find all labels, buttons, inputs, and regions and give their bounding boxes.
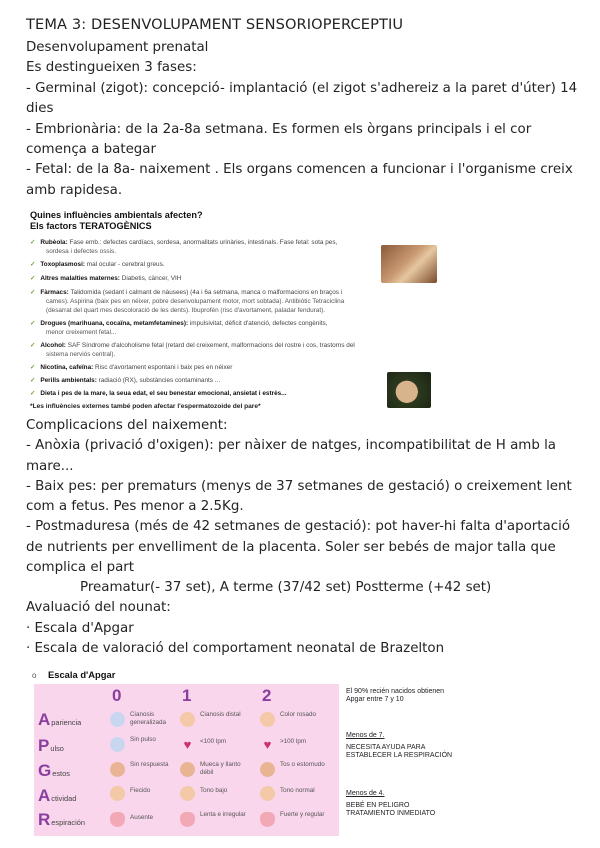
baby-icon [180,712,195,727]
apgar-cell: Lenta e irregular [200,811,246,818]
apgar-score-2: 2 [262,686,272,705]
check-icon: ✓ [30,261,36,268]
apgar-cell: Color rosado [280,711,317,718]
teratogens-heading: Quines influències ambientals afecten? [30,210,203,220]
apgar-title: Escala d'Apgar [48,669,116,680]
evaluation-heading: Avaluació del nounat: [26,600,171,615]
phase-fetal-line-2: amb rapidesa. [26,183,123,198]
teratogen-item: ✓ Dieta i pes de la mare, la seua edat, el seu benestar emocional, ansietat i estrès... [30,390,287,397]
bullet-icon: o [32,671,37,680]
complication-baixpes-line-2: com a fetus. Pes menor a 2.5Kg. [26,499,244,514]
check-icon: ✓ [30,364,36,371]
apgar-cell: >100 lpm [280,738,307,745]
apgar-cell: Ausente [130,814,154,821]
complication-baixpes-line-1: - Baix pes: per prematurs (menys de 37 setmanes de gestació) o creixement lent [26,479,572,494]
complication-anoxia-line-2: mare... [26,459,74,474]
teratogen-item: ✓ Nicotina, cafeïna: Risc d'avortament espontani i baix pes en néixer [30,364,233,371]
lungs-icon [110,812,125,827]
teratogen-item: ✓ Drogues (marihuana, cocaïna, metamfetamines): impulsivitat, dèficit d'atenció, defectes congènits, [30,320,328,327]
apgar-row-label: Respiración [38,810,85,829]
apgar-cell: Cianosis generalizada [130,711,167,726]
teratogen-item: ✓ Alcohol: SAF Síndrome d'alcoholisme fetal (retard del creixement, malformacions del rostre i cos, trastorns del [30,342,355,349]
apgar-side-intro: El 90% recién nacidos obtienen Apgar entre 7 y 10 [346,688,445,704]
apgar-side-4-text: BEBÉ EN PELIGRO TRATAMIENTO INMEDIATO [346,802,436,818]
teratogen-subline: menor creixement fetal... [46,329,117,336]
heart-icon: ♥ [263,737,272,752]
phase-embrionaria-line-1: - Embrionària: de la 2a-8a setmana. Es formen els òrgans principals i el cor [26,122,532,137]
teratogens-figure [26,207,444,415]
complications-heading: Complicacions del naixement: [26,418,228,433]
teratogen-item: ✓ Altres malalties maternes: Diabetis, càncer, VIH [30,275,182,282]
phase-fetal-line-1: - Fetal: de la 8a- naixement . Els organs comencen a funcionar i l'organisme creix [26,162,573,177]
apgar-row-label: Actividad [38,786,77,805]
complication-post-line-3: complica el part [26,560,135,575]
lungs-icon [180,812,195,827]
baby-face-icon [110,762,125,777]
pregnant-belly-photo [387,372,431,408]
phase-embrionaria-line-2: comença a bategar [26,142,157,157]
baby-face-icon [260,762,275,777]
teratogens-footnote: *Les influències externes també poden afectar l'espermatozoide del pare* [30,403,261,410]
heart-icon [110,737,125,752]
check-icon: ✓ [30,377,36,384]
baby-icon [260,712,275,727]
check-icon: ✓ [30,320,36,327]
apgar-cell: <100 lpm [200,738,227,745]
apgar-score-1: 1 [182,686,192,705]
apgar-row-label: Apariencia [38,710,82,729]
evaluation-item-apgar: · Escala d'Apgar [26,621,134,636]
apgar-cell: Tos o estornudo [280,761,325,768]
evaluation-item-brazelton: · Escala de valoració del comportament neonatal de Brazelton [26,641,445,656]
apgar-side-7-text: NECESITA AYUDA PARA ESTABLECER LA RESPIRACIÓN [346,744,453,760]
teratogen-subline: sistema nerviós central). [46,351,116,358]
lungs-icon [260,812,275,827]
heart-icon: ♥ [183,737,192,752]
apgar-row-label: Pulso [38,736,64,755]
complication-post-line-1: - Postmaduresa (més de 42 setmanes de gestació): pot haver-hi falta d'aportació [26,519,571,534]
apgar-score-0: 0 [112,686,122,705]
teratogen-subline: sordesa i defectes ossis. [46,248,116,255]
apgar-cell: Fuerte y regular [280,811,325,818]
apgar-cell: Sin pulso [130,736,156,743]
teratogen-item: ✓ Rubèola: Fase emb.: defectes cardíacs, sordesa, anormalitats urinàries, intestinals. Fase fetal: sota pes, [30,239,338,246]
section-subtitle: Desenvolupament prenatal [26,40,209,55]
teratogen-subline: (desarrat del quart mes descoloració de les dents). Ibuprofèn (risc d'avortament, paladar fendurat). [46,307,326,314]
complication-post-line-2: de nutrients per envelliment de la placenta. Soler ser bebés de major talla que [26,540,556,555]
teratogen-item: ✓ Toxoplasmosi: mal ocular - cerebral greus. [30,261,165,268]
teratogen-item: ✓ Perills ambientals: radiació (RX), substàncies contaminants ... [30,377,221,384]
apgar-row-label: Gestos [38,761,70,780]
pregnant-woman-photo [381,245,437,283]
apgar-cell: Tono normal [280,787,315,794]
check-icon: ✓ [30,342,36,349]
apgar-side-4-title: Menos de 4. [346,790,385,797]
apgar-cell: Mueca y llanto débil [200,761,241,776]
apgar-cell: Cianosis distal [200,711,241,718]
apgar-figure [26,666,463,838]
page-title: TEMA 3: DESENVOLUPAMENT SENSORIOPERCEPTIU [26,16,404,33]
complication-anoxia-line-1: - Anòxia (privació d'oxigen): per nàixer de natges, incompatibilitat de H amb la [26,438,557,453]
apgar-cell: Fiecido [130,787,151,794]
baby-cyanotic-icon [110,712,125,727]
check-icon: ✓ [30,239,36,246]
apgar-cell: Sin respuesta [130,761,169,768]
phase-germinal-line-1: - Germinal (zigot): concepció- implantació (el zigot s'adhereiz a la paret d'úter) 14 [26,81,578,96]
apgar-cell: Tono bajo [200,787,228,794]
phase-germinal-line-2: dies [26,101,54,116]
baby-face-icon [180,762,195,777]
apgar-side-7-title: Menos de 7. [346,732,385,739]
baby-icon [180,786,195,801]
check-icon: ✓ [30,289,36,296]
check-icon: ✓ [30,275,36,282]
gestation-terms: Preamatur(- 37 set), A terme (37/42 set) Postterme (+42 set) [80,580,492,595]
baby-icon [260,786,275,801]
baby-limp-icon [110,786,125,801]
check-icon: ✓ [30,390,36,397]
phases-intro: Es destingueixen 3 fases: [26,60,197,75]
teratogens-subheading: Els factors TERATOGÈNICS [30,221,152,231]
teratogen-item: ✓ Fàrmacs: Talidomida (sedant i calmant de nàusees) (4a i 6a setmana, manca o malformacions en braços i [30,289,343,296]
teratogen-subline: cames). Aspirina (baix pes en néixer, pobre desenvolupament motor, mort sobtada). Antibiòtic Tetraciclina [46,298,345,305]
